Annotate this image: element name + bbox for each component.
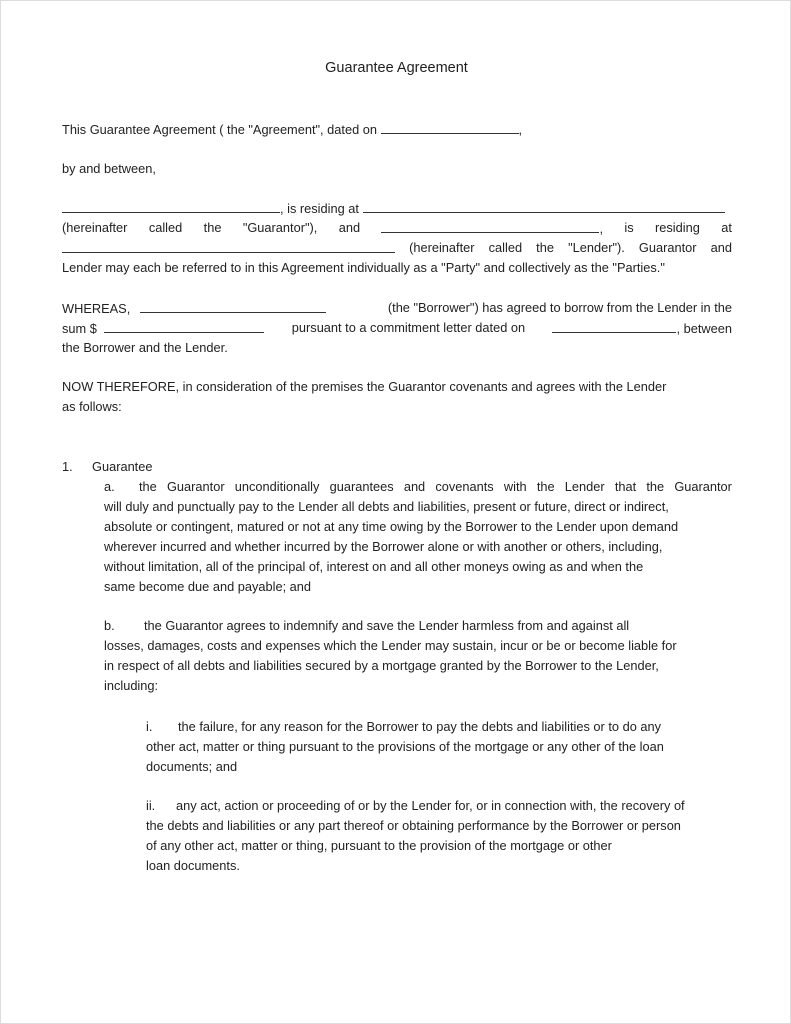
word: and	[338, 220, 361, 235]
whereas-line-1	[62, 300, 732, 317]
clause-a-marker: a.	[104, 479, 115, 494]
clause-b-line-4: including:	[104, 678, 159, 693]
clause-a-line-5: without limitation, all of the principal of, interest on and all other moneys owing as and when the	[104, 559, 644, 574]
now-therefore-line-1: NOW THEREFORE, in consideration of the premises the Guarantor covenants and agrees with the Lender	[62, 379, 667, 394]
between-label: , between	[676, 321, 732, 336]
word: with	[503, 479, 527, 494]
word: called	[148, 220, 183, 235]
word: the	[536, 240, 554, 255]
word: the	[139, 479, 157, 494]
word: that	[614, 479, 637, 494]
clause-a-line-4: wherever incurred and whether incurred by the Borrower alone or with another or others, including,	[104, 539, 663, 554]
word: Guarantor	[166, 479, 225, 494]
sum-blank	[104, 320, 264, 333]
clause-ii-line-1: any act, action or proceeding of or by the Lender for, or in connection with, the recovery of	[176, 798, 685, 813]
clause-a-line-6: same become due and payable; and	[104, 579, 312, 594]
word: ,	[599, 221, 604, 236]
clause-b-line-1: the Guarantor agrees to indemnify and save the Lender harmless from and against all	[144, 618, 630, 633]
word: and	[710, 240, 732, 255]
word: the	[536, 479, 555, 494]
clause-b-marker: b.	[104, 618, 115, 633]
word: Guarantor	[638, 240, 697, 255]
whereas-line-2	[62, 320, 732, 337]
clause-ii-line-4: loan documents.	[146, 858, 240, 873]
lender-address-blank	[62, 240, 395, 253]
residing-label: , is residing at	[280, 201, 359, 216]
clause-a-line-2: will duly and punctually pay to the Lender all debts and liabilities, present or future, direct or indirect,	[104, 499, 669, 514]
clause-b-line-2: losses, damages, costs and expenses which the Lender may sustain, incur or be or become liable for	[104, 638, 677, 653]
clause-i-line-1: the failure, for any reason for the Borrower to pay the debts and liabilities or to do any	[178, 719, 662, 734]
word: unconditionally	[234, 479, 320, 494]
parties-line-4: Lender may each be referred to in this Agreement individually as a "Party" and collectively as the "Parties."	[62, 260, 665, 275]
parties-line-3	[62, 240, 732, 256]
whereas-label: WHEREAS,	[62, 301, 131, 316]
commitment-date-blank	[552, 320, 676, 333]
whereas-text: (the "Borrower") has agreed to borrow from the Lender in the	[387, 300, 732, 315]
clause-i-marker: i.	[146, 719, 153, 734]
parties-line-1	[62, 200, 725, 217]
word: (hereinafter	[62, 220, 128, 235]
date-blank	[381, 121, 519, 134]
word: at	[721, 220, 732, 235]
whereas-line-3: the Borrower and the Lender.	[62, 340, 228, 355]
borrower-name-blank	[140, 300, 326, 313]
parties-line-2	[62, 220, 732, 237]
clause-ii-line-3: of any other act, matter or thing, pursuant to the provision of the mortgage or other	[146, 838, 612, 853]
word: is	[624, 220, 634, 235]
word: Lender	[564, 479, 605, 494]
word: the	[646, 479, 665, 494]
word: residing	[655, 220, 700, 235]
clause-i-line-2: other act, matter or thing pursuant to the provisions of the mortgage or any other of the loan	[146, 739, 664, 754]
clause-a-line-1	[139, 479, 732, 495]
word: the	[203, 220, 222, 235]
guarantor-name-blank	[62, 200, 280, 213]
commitment-text: pursuant to a commitment letter dated on	[291, 320, 526, 335]
intro-line	[62, 121, 522, 138]
word: and	[403, 479, 426, 494]
word: (hereinafter	[409, 240, 475, 255]
clause-i-line-3: documents; and	[146, 759, 238, 774]
clause-ii-marker: ii.	[146, 798, 156, 813]
clause-ii-line-2: the debts and liabilities or any part thereof or obtaining performance by the Borrower or person	[146, 818, 681, 833]
word: Guarantor	[674, 479, 732, 494]
word: covenants	[435, 479, 494, 494]
document-title: Guarantee Agreement	[325, 60, 468, 76]
word: called	[488, 240, 523, 255]
by-and-between: by and between,	[62, 161, 156, 176]
section-1-number: 1.	[62, 459, 73, 474]
word: guarantees	[329, 479, 394, 494]
now-therefore-line-2: as follows:	[62, 399, 122, 414]
word: "Lender").	[568, 240, 625, 255]
word: "Guarantor"),	[242, 220, 318, 235]
lender-name-blank	[381, 220, 599, 233]
clause-b-line-3: in respect of all debts and liabilities secured by a mortgage granted by the Borrower to the Lender,	[104, 658, 659, 673]
intro-text: This Guarantee Agreement ( the "Agreement", dated on	[62, 122, 377, 137]
section-1-heading: Guarantee	[92, 459, 153, 474]
sum-label: sum $	[62, 321, 97, 336]
intro-end: ,	[518, 122, 523, 137]
clause-a-line-3: absolute or contingent, matured or not at any time owing by the Borrower to the Lender upon demand	[104, 519, 679, 534]
guarantor-address-blank	[363, 200, 725, 213]
